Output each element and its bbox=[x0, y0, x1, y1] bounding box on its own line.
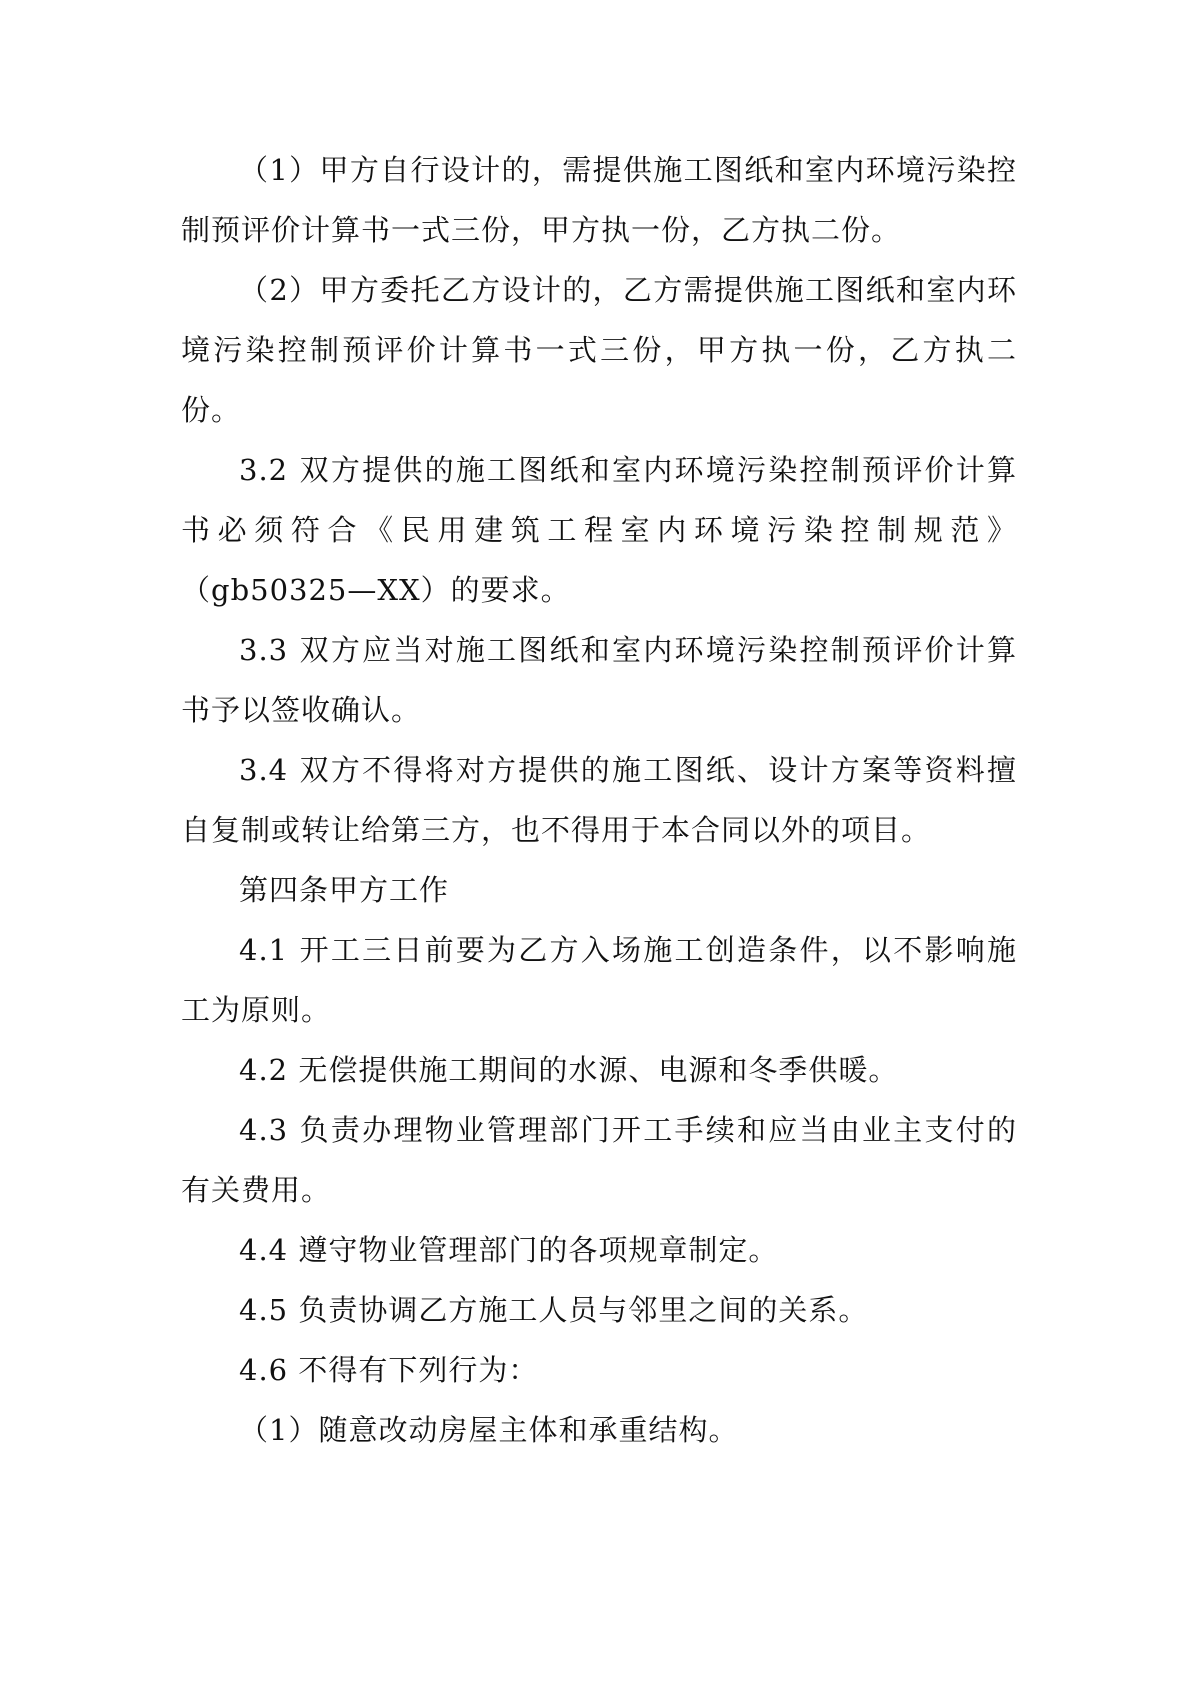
paragraph: （2）甲方委托乙方设计的，乙方需提供施工图纸和室内环境污染控制预评价计算书一式三份，甲方执一份，乙方执二份。 bbox=[181, 273, 1017, 427]
paragraph: 3.2 双方提供的施工图纸和室内环境污染控制预评价计算书必须符合《民用建筑工程室内环境污染控制规范》（gb50325—XX）的要求。 bbox=[181, 453, 1017, 607]
paragraph: 3.3 双方应当对施工图纸和室内环境污染控制预评价计算书予以签收确认。 bbox=[181, 633, 1017, 727]
paragraph: 4.6 不得有下列行为： bbox=[239, 1353, 539, 1387]
paragraph: 4.5 负责协调乙方施工人员与邻里之间的关系。 bbox=[239, 1293, 869, 1327]
document-body bbox=[181, 140, 1017, 1460]
paragraph: 4.2 无偿提供施工期间的水源、电源和冬季供暖。 bbox=[239, 1053, 899, 1087]
paragraph: 4.3 负责办理物业管理部门开工手续和应当由业主支付的有关费用。 bbox=[181, 1113, 1017, 1207]
paragraph: 3.4 双方不得将对方提供的施工图纸、设计方案等资料擅自复制或转让给第三方，也不得用于本合同以外的项目。 bbox=[181, 753, 1017, 847]
paragraph: 4.4 遵守物业管理部门的各项规章制定。 bbox=[239, 1233, 779, 1267]
paragraph: 4.1 开工三日前要为乙方入场施工创造条件，以不影响施工为原则。 bbox=[181, 933, 1017, 1027]
section-heading: 第四条甲方工作 bbox=[239, 873, 450, 907]
paragraph: （1）随意改动房屋主体和承重结构。 bbox=[239, 1413, 739, 1447]
paragraph: （1）甲方自行设计的，需提供施工图纸和室内环境污染控制预评价计算书一式三份，甲方执一份，乙方执二份。 bbox=[181, 153, 1017, 247]
